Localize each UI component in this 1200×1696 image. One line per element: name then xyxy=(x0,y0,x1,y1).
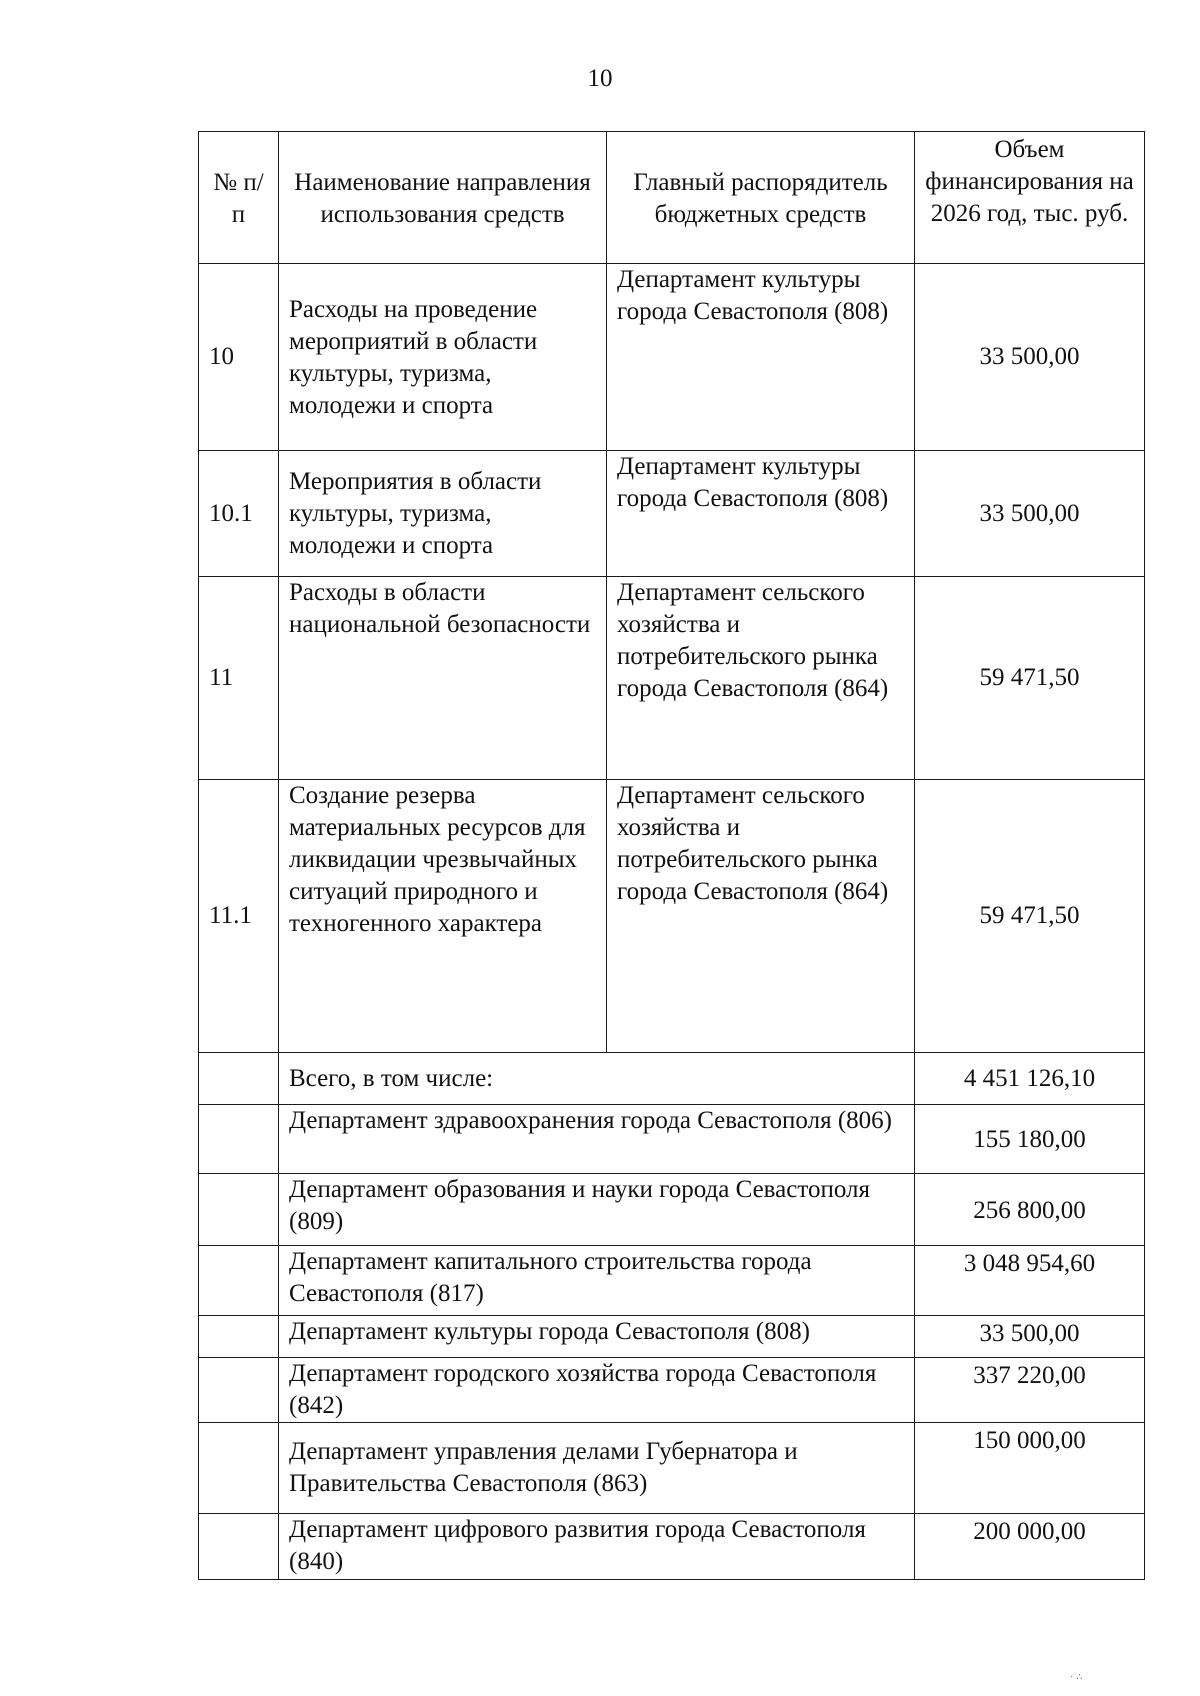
total-label: Всего, в том числе: xyxy=(279,1053,915,1105)
subtotal-row xyxy=(199,1174,1145,1246)
table-row xyxy=(199,264,1145,451)
table-row xyxy=(199,780,1145,1053)
row-amount: 59 471,50 xyxy=(915,780,1145,1053)
subtotal-amount: 256 800,00 xyxy=(915,1174,1145,1246)
row-amount: 33 500,00 xyxy=(915,264,1145,451)
header-num: № п/п xyxy=(199,132,279,264)
empty-cell xyxy=(199,1053,279,1105)
subtotal-row xyxy=(199,1316,1145,1358)
table-header-row xyxy=(199,132,1145,264)
row-admin: Департамент культуры города Севастополя (808) xyxy=(607,264,915,451)
total-row xyxy=(199,1053,1145,1105)
row-name: Расходы в области национальной безопасности xyxy=(279,577,607,780)
subtotal-row xyxy=(199,1514,1145,1580)
financing-table xyxy=(198,131,1145,1580)
subtotal-row xyxy=(199,1105,1145,1174)
table-row xyxy=(199,451,1145,577)
subtotal-dept: Департамент городского хозяйства города Севастополя (842) xyxy=(279,1358,915,1423)
subtotal-row xyxy=(199,1423,1145,1514)
row-num: 10 xyxy=(199,264,279,451)
subtotal-amount: 3 048 954,60 xyxy=(915,1246,1145,1316)
row-amount: 33 500,00 xyxy=(915,451,1145,577)
row-admin: Департамент сельского хозяйства и потребительского рынка города Севастополя (864) xyxy=(607,577,915,780)
header-volume: Объем финансирования на 2026 год, тыс. руб. xyxy=(915,132,1145,264)
subtotal-amount: 150 000,00 xyxy=(915,1423,1145,1514)
subtotal-amount: 33 500,00 xyxy=(915,1316,1145,1358)
subtotal-amount: 337 220,00 xyxy=(915,1358,1145,1423)
total-amount: 4 451 126,10 xyxy=(915,1053,1145,1105)
row-name: Создание резерва материальных ресурсов для ликвидации чрезвычайных ситуаций природного и техногенного характера xyxy=(279,780,607,1053)
table-row xyxy=(199,577,1145,780)
subtotal-row xyxy=(199,1246,1145,1316)
empty-cell xyxy=(199,1246,279,1316)
row-amount: 59 471,50 xyxy=(915,577,1145,780)
header-admin: Главный распорядитель бюджетных средств xyxy=(607,132,915,264)
subtotal-dept: Департамент образования и науки города Севастополя (809) xyxy=(279,1174,915,1246)
empty-cell xyxy=(199,1174,279,1246)
subtotal-row xyxy=(199,1358,1145,1423)
header-name: Наименование направления использования средств xyxy=(279,132,607,264)
subtotal-amount: 155 180,00 xyxy=(915,1105,1145,1174)
subtotal-dept: Департамент капитального строительства города Севастополя (817) xyxy=(279,1246,915,1316)
row-num: 11.1 xyxy=(199,780,279,1053)
page-number: 10 xyxy=(587,65,613,92)
row-name: Расходы на проведение мероприятий в области культуры, туризма, молодежи и спорта xyxy=(279,264,607,451)
empty-cell xyxy=(199,1514,279,1580)
row-admin: Департамент культуры города Севастополя (808) xyxy=(607,451,915,577)
subtotal-amount: 200 000,00 xyxy=(915,1514,1145,1580)
row-num: 11 xyxy=(199,577,279,780)
row-name: Мероприятия в области культуры, туризма, молодежи и спорта xyxy=(279,451,607,577)
subtotal-dept: Департамент культуры города Севастополя (808) xyxy=(279,1316,915,1358)
subtotal-dept: Департамент цифрового развития города Севастополя (840) xyxy=(279,1514,915,1580)
empty-cell xyxy=(199,1423,279,1514)
empty-cell xyxy=(199,1316,279,1358)
subtotal-dept: Департамент здравоохранения города Севастополя (806) xyxy=(279,1105,915,1174)
row-num: 10.1 xyxy=(199,451,279,577)
empty-cell xyxy=(199,1358,279,1423)
subtotal-dept: Департамент управления делами Губернатора и Правительства Севастополя (863) xyxy=(279,1423,915,1514)
empty-cell xyxy=(199,1105,279,1174)
row-admin: Департамент сельского хозяйства и потребительского рынка города Севастополя (864) xyxy=(607,780,915,1053)
scan-specks: · ∴ xyxy=(1070,1672,1083,1683)
